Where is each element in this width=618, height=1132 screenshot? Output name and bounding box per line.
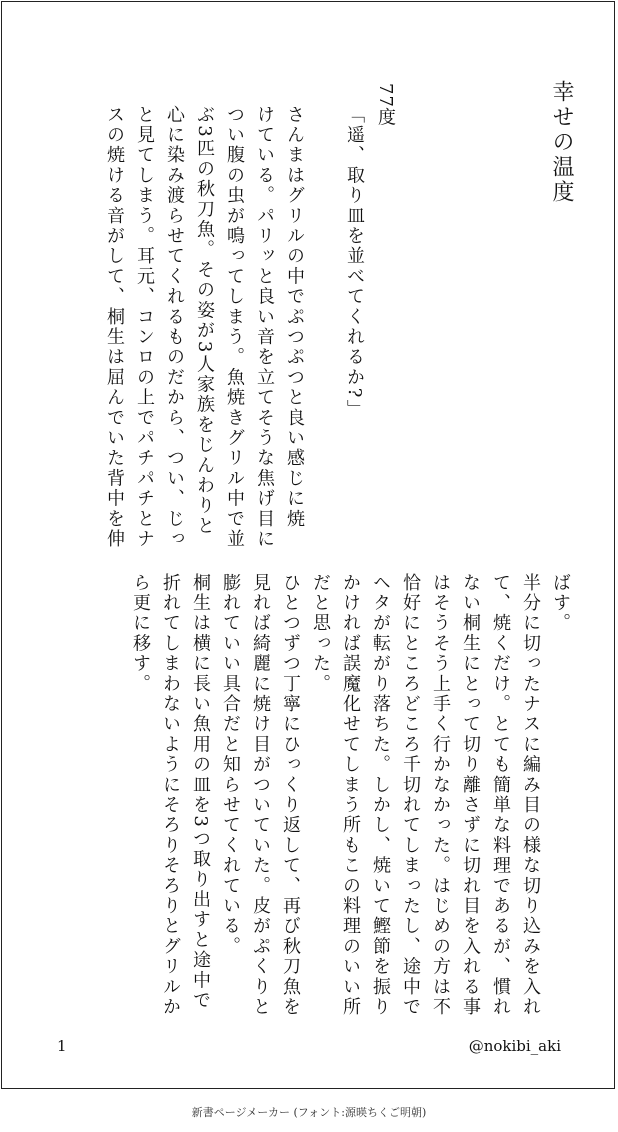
text-line: ら更に移す。 xyxy=(130,573,151,695)
text-line: 心に染み渡らせてくれるものだから、つい、じっ xyxy=(164,105,185,550)
text-line: ひとつずつ丁寧にひっくり返して、再び秋刀魚を xyxy=(280,573,301,1018)
author-handle: @nokibi_aki xyxy=(468,1037,561,1055)
text-line: かければ誤魔化せてしまう所もこの料理のいい所 xyxy=(340,573,361,1018)
text-line: スの焼ける音がして、桐生は屈んでいた背中を伸 xyxy=(104,105,125,550)
text-line: つい腹の虫が鳴ってしまう。魚焼きグリル中で並 xyxy=(224,105,245,550)
top-text-block xyxy=(99,105,369,549)
text-line: だと思った。 xyxy=(310,573,331,695)
text-line: はそうそう上手く行かなかった。はじめの方は不 xyxy=(430,573,451,1018)
text-line: ヘタが転がり落ちた。しかし、焼いて鰹節を振り xyxy=(370,573,391,1018)
text-line: 恰好にところどころ千切れてしまったし、途中で xyxy=(400,573,421,1018)
text-line: 「遥、取り皿を並べてくれるか?」 xyxy=(344,105,365,420)
text-line: さんまはグリルの中でぷつぷつと良い感じに焼 xyxy=(284,105,305,530)
text-line: と見てしまう。耳元、コンロの上でパチパチとナ xyxy=(134,105,155,550)
text-line: 見れば綺麗に焼け目がついていた。皮がぷくりと xyxy=(250,573,271,1018)
text-line: けている。パリッと良い音を立てそうな焦げ目に xyxy=(254,105,275,550)
chapter-heading: 77度 xyxy=(375,83,396,127)
blank-line xyxy=(309,105,339,549)
text-line: 半分に切ったナスに編み目の様な切り込みを入れ xyxy=(520,573,541,1018)
footer-credit: 新書ページメーカー (フォント:源暎ちくご明朝) xyxy=(191,1106,427,1119)
text-line: 桐生は横に長い魚用の皿を3つ取り出すと途中で xyxy=(190,573,211,1011)
bottom-text-block xyxy=(125,573,575,1017)
text-line: ばす。 xyxy=(550,573,571,634)
page-number: 1 xyxy=(57,1037,67,1055)
text-line: ない桐生にとって切り離さずに切れ目を入れる事 xyxy=(460,573,481,1018)
text-line: て、焼くだけ。とても簡単な料理であるが、慣れ xyxy=(490,573,511,1018)
story-title: 幸せの温度 xyxy=(549,80,574,205)
text-line: 折れてしまわないようにそろりそろりとグリルか xyxy=(160,573,181,1018)
text-line: ぶ3匹の秋刀魚。その姿が3人家族をじんわりと xyxy=(194,105,215,537)
text-line: 膨れていい具合だと知らせてくれている。 xyxy=(220,573,241,957)
